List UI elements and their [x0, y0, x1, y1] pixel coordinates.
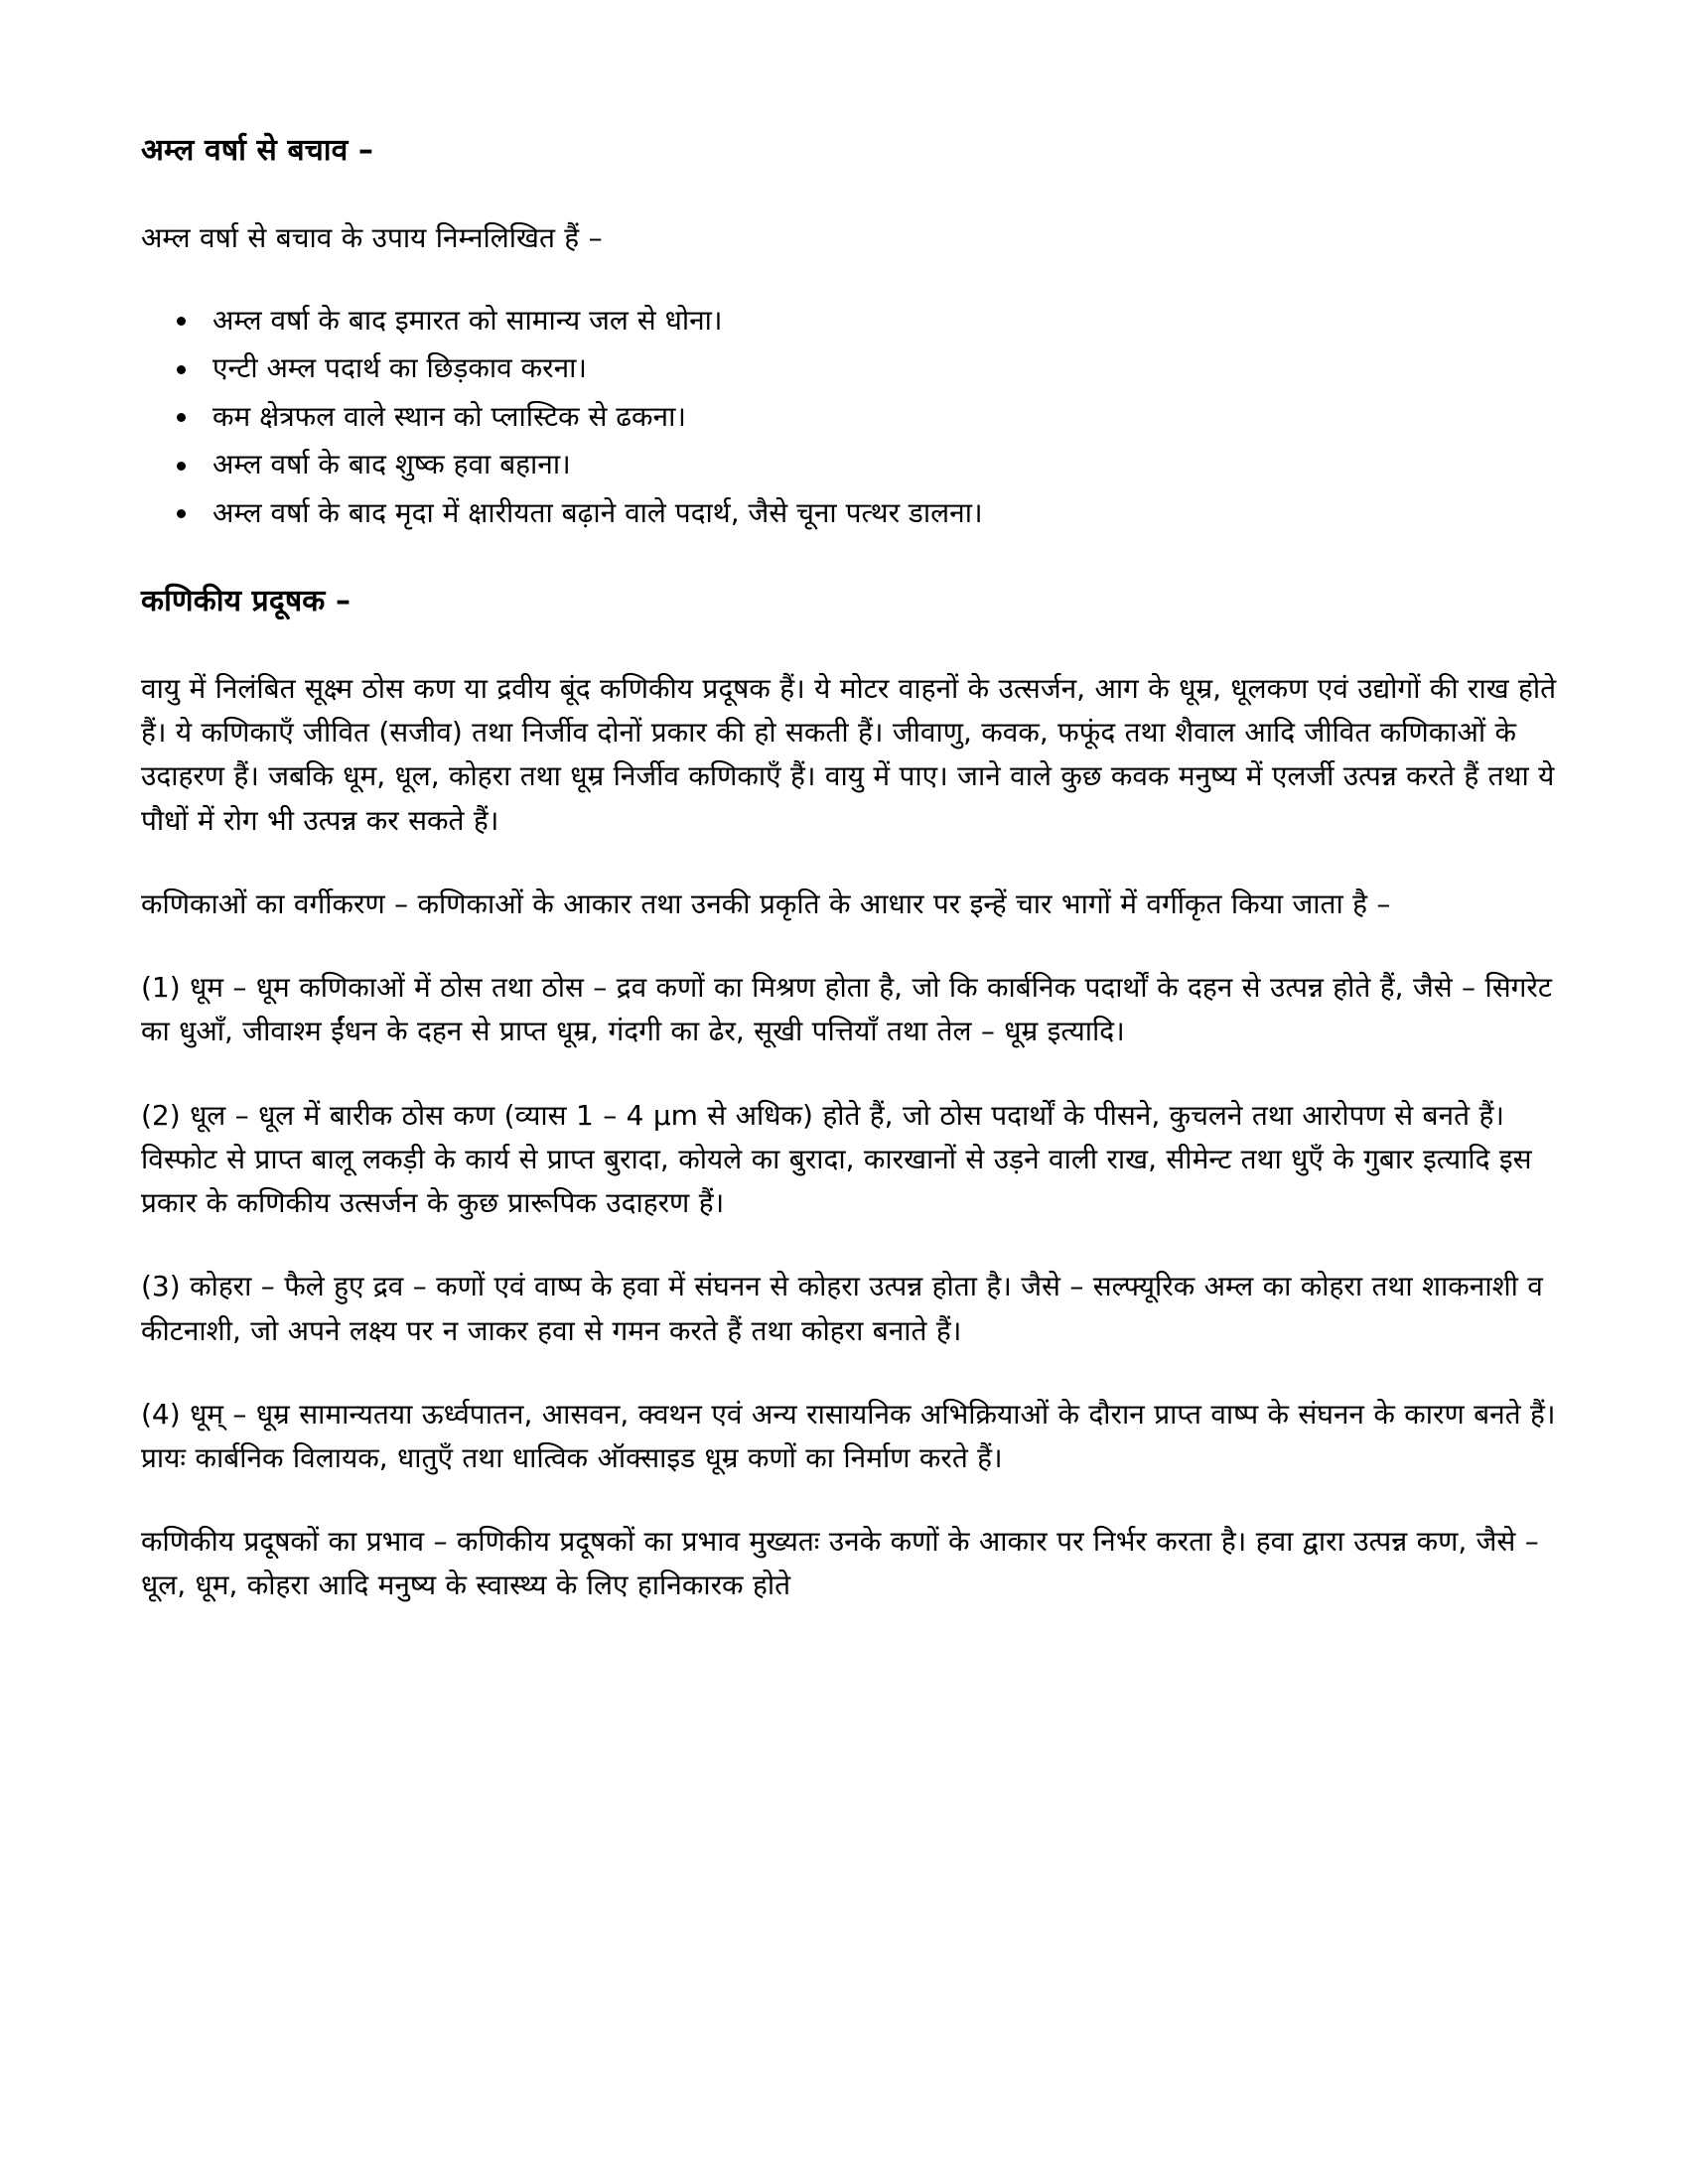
bullet-icon	[177, 365, 186, 374]
prevention-measures-list	[141, 300, 1569, 535]
list-item	[141, 396, 1569, 439]
paragraph-type-2-dust: (2) धूल – धूल में बारीक ठोस कण (व्यास 1 – 4 μm से अधिक) होते हैं, जो ठोस पदार्थों के पीसने, कुचलने तथा आरोपण से बनते हैं। विस्फोट से प्राप्त बालू लकड़ी के कार्य से प्राप्त बुरादा, कोयले का बुरादा, कारखानों से उड़ने वाली राख, सीमेन्ट तथा धुएँ के गुबार इत्यादि इस प्रकार के कणिकीय उत्सर्जन के कुछ प्रारूपिक उदाहरण हैं।	[141, 1098, 1532, 1220]
list-item	[141, 347, 1569, 390]
paragraph-particulate-effects: कणिकीय प्रदूषकों का प्रभाव – कणिकीय प्रदूषकों का प्रभाव मुख्यतः उनके कणों के आकार पर निर्भर करता है। हवा द्वारा उत्पन्न कण, जैसे – धूल, धूम, कोहरा आदि मनुष्य के स्वास्थ्य के लिए हानिकारक होते	[141, 1525, 1539, 1602]
heading-acid-rain-prevention: अम्ल वर्षा से बचाव –	[141, 133, 374, 168]
list-item-label: एन्टी अम्ल पदार्थ का छिड़काव करना।	[212, 351, 587, 385]
paragraph-particle-classification: कणिकाओं का वर्गीकरण – कणिकाओं के आकार तथा उनकी प्रकृति के आधार पर इन्हें चार भागों में वर्गीकृत किया जाता है –	[141, 887, 1391, 920]
bullet-icon	[177, 462, 186, 471]
document-body	[141, 129, 1569, 1608]
list-item	[141, 300, 1569, 342]
bullet-icon	[177, 509, 186, 518]
paragraph-type-1-smoke: (1) धूम – धूम कणिकाओं में ठोस तथा ठोस – द्रव कणों का मिश्रण होता है, जो कि कार्बनिक पदार्थों के दहन से उत्पन्न होते हैं, जैसे – सिगरेट का धुआँ, जीवाश्म ईंधन के दहन से प्राप्त धूम्र, गंदगी का ढेर, सूखी पत्तियाँ तथा तेल – धूम्र इत्यादि।	[141, 971, 1552, 1048]
paragraph-particulate-definition: वायु में निलंबित सूक्ष्म ठोस कण या द्रवीय बूंद कणिकीय प्रदूषक हैं। ये मोटर वाहनों के उत्सर्जन, आग के धूम्र, धूलकण एवं उद्योगों की राख होते हैं। ये कणिकाएँ जीवित (सजीव) तथा निर्जीव दोनों प्रकार की हो सकती हैं। जीवाणु, कवक, फफूंद तथा शैवाल आदि जीवित कणिकाओं के उदाहरण हैं। जबकि धूम, धूल, कोहरा तथा धूम्र निर्जीव कणिकाएँ हैं। वायु में पाए। जाने वाले कुछ कवक मनुष्य में एलर्जी उत्पन्न करते हैं तथा ये पौधों में रोग भी उत्पन्न कर सकते हैं।	[141, 671, 1557, 837]
list-item	[141, 492, 1569, 535]
list-item-label: अम्ल वर्षा के बाद मृदा में क्षारीयता बढ़ाने वाले पदार्थ, जैसे चूना पत्थर डालना।	[212, 495, 983, 529]
bullet-icon	[177, 413, 186, 422]
paragraph-prevention-intro: अम्ल वर्षा से बचाव के उपाय निम्नलिखित हैं –	[141, 220, 603, 254]
paragraph-type-4-fumes: (4) धूम् – धूम्र सामान्यतया ऊर्ध्वपातन, आसवन, क्वथन एवं अन्य रासायनिक अभिक्रियाओं के दौरान प्राप्त वाष्प के संघनन के कारण बनते हैं। प्रायः कार्बनिक विलायक, धातुएँ तथा धात्विक ऑक्साइड धूम्र कणों का निर्माण करते हैं।	[141, 1397, 1556, 1475]
heading-particulate-pollutants: कणिकीय प्रदूषक –	[141, 584, 352, 619]
list-item	[141, 444, 1569, 486]
list-item-label: अम्ल वर्षा के बाद शुष्क हवा बहाना।	[212, 448, 571, 481]
bullet-icon	[177, 317, 186, 326]
list-item-label: कम क्षेत्रफल वाले स्थान को प्लास्टिक से ढकना।	[212, 399, 686, 433]
list-item-label: अम्ल वर्षा के बाद इमारत को सामान्य जल से धोना।	[212, 303, 723, 337]
paragraph-type-3-mist: (3) कोहरा – फैले हुए द्रव – कणों एवं वाष्प के हवा में संघनन से कोहरा उत्पन्न होता है। जैसे – सल्फ्यूरिक अम्ल का कोहरा तथा शाकनाशी व कीटनाशी, जो अपने लक्ष्य पर न जाकर हवा से गमन करते हैं तथा कोहरा बनाते हैं।	[141, 1270, 1543, 1347]
